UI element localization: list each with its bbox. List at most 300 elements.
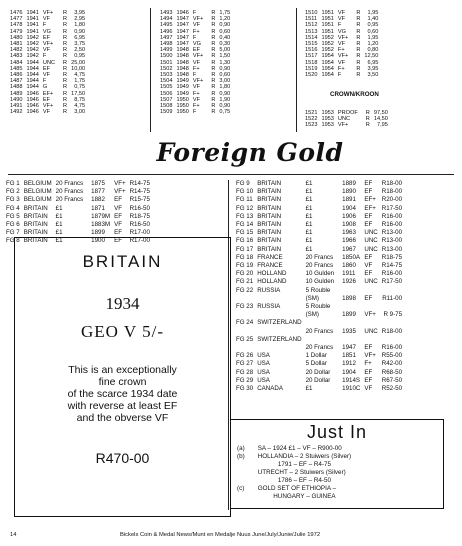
table-cell: BELGIUM (23, 180, 52, 187)
table-cell: FG 9 (236, 180, 250, 187)
table-cell: R52-50 (381, 385, 403, 393)
table-cell: R16-00 (381, 270, 403, 278)
table-cell: 1520 (305, 72, 318, 79)
table-cell: EF (364, 188, 373, 196)
table-cell: £1 (305, 188, 313, 196)
table-cell: EF (42, 34, 51, 41)
table-cell (236, 344, 257, 352)
table-cell: R42-00 (381, 360, 403, 368)
table-cell: 1871 (91, 204, 105, 212)
table-cell: FG 21 (236, 278, 254, 286)
table-cell (382, 287, 406, 295)
table-cell: EF (114, 212, 122, 220)
ad-description-line: of the scarce 1934 date (67, 388, 178, 400)
table-row (6, 196, 154, 204)
table-cell: 1947 (176, 34, 189, 41)
ad-coin: GEO V 5/- (81, 322, 164, 341)
table-cell: 1942 (26, 47, 39, 54)
table-row (236, 295, 406, 303)
table-cell: 1489 (10, 90, 23, 97)
table-cell: FG 23 (236, 303, 254, 311)
table-cell: 20 Francs (305, 344, 334, 352)
table-cell: 1948 (176, 65, 189, 72)
table-row (236, 319, 406, 327)
table-cell: USA (257, 360, 270, 368)
table-cell: R (211, 96, 216, 103)
table-cell: R (356, 16, 361, 23)
table-cell: R18-00 (381, 327, 403, 335)
table-cell: VF (337, 41, 346, 48)
table-row (10, 109, 89, 115)
table-cell: 1512 (305, 22, 318, 29)
table-cell: 1515 (305, 41, 318, 48)
table-cell: 2,50 (74, 47, 86, 54)
table-cell: 1954 (321, 65, 334, 72)
table-cell: VF (42, 109, 51, 116)
table-cell: £1 (305, 229, 313, 237)
table-cell: 1495 (160, 22, 173, 29)
table-cell: £1 (305, 385, 313, 393)
table-cell: 1478 (10, 22, 23, 29)
table-cell (342, 319, 364, 327)
table-cell: F+ (192, 103, 200, 110)
table-cell: CANADA (257, 385, 283, 393)
table-cell: 1904 (342, 368, 356, 376)
list-item (237, 485, 354, 501)
table-cell: 1954 (321, 53, 334, 60)
table-cell: EF (364, 212, 373, 220)
table-cell: R 9-75 (383, 311, 403, 319)
table-cell: 0,75 (74, 84, 86, 91)
ad-price: R470-00 (95, 450, 150, 466)
table-cell: F (192, 34, 197, 41)
table-cell: 1904 (342, 204, 356, 212)
table-cell: 4,75 (74, 103, 86, 110)
table-cell: FG 2 (6, 188, 20, 196)
table-cell: BRITAIN (23, 204, 48, 212)
table-cell: 1899 (91, 229, 105, 237)
table-row (236, 270, 406, 278)
table-cell: BRITAIN (257, 180, 282, 187)
table-cell: F (337, 72, 342, 79)
table-cell: VF (42, 47, 51, 54)
table-cell: 1509 (160, 109, 173, 116)
table-cell: VF (192, 59, 201, 66)
table-cell: FG 4 (6, 204, 20, 212)
item-text (248, 445, 354, 453)
table-cell: 1951 (321, 10, 334, 16)
table-cell: 1947 (176, 41, 189, 48)
table-cell: 1889 (342, 180, 356, 187)
just-in-list (237, 445, 354, 501)
table-cell: 12,50 (364, 53, 379, 60)
table-cell: £1 (305, 237, 313, 245)
table-cell: R15-75 (129, 196, 150, 204)
table-row (236, 385, 406, 393)
table-cell: PROOF (337, 110, 358, 116)
table-cell: BRITAIN (257, 188, 282, 196)
table-cell (306, 319, 343, 327)
table-cell: 1949 (176, 84, 189, 91)
table-cell: FG 10 (236, 188, 254, 196)
table-cell: 1911 (342, 270, 356, 278)
table-cell: 1914S (342, 376, 361, 384)
table-cell: 1487 (10, 78, 23, 85)
table-cell: 1900 (91, 237, 105, 245)
table-cell: USA (257, 352, 270, 360)
table-cell: £1 (55, 237, 63, 245)
table-cell (236, 311, 257, 319)
table-cell: 1947 (176, 16, 189, 23)
table-row (236, 369, 406, 377)
table-row (6, 213, 154, 221)
table-cell: VF+ (192, 78, 204, 85)
table-cell: 1952 (321, 41, 334, 48)
table-cell: VG (337, 28, 346, 35)
table-cell: 5 Rouble (305, 286, 331, 294)
table-cell: R (63, 90, 68, 97)
table-cell: R (63, 96, 68, 103)
table-cell: FG 3 (6, 196, 20, 204)
table-cell: 1950 (176, 96, 189, 103)
table-cell: R17-00 (129, 237, 150, 245)
table-cell: R (211, 65, 216, 72)
table-cell: 1935 (342, 327, 356, 335)
table-cell: VF+ (114, 180, 126, 187)
item-label (237, 469, 248, 485)
page-title: Foreign Gold (156, 138, 344, 167)
table-cell: R (211, 47, 216, 54)
table-cell: FRANCE (257, 253, 283, 261)
table-cell: R18-00 (381, 188, 403, 196)
table-cell: R (63, 22, 68, 29)
table-cell: R14-75 (129, 188, 150, 196)
table-cell: 1942 (26, 41, 39, 48)
table-cell: VF+ (337, 53, 349, 60)
table-cell: EF (364, 344, 373, 352)
table-cell: 1499 (160, 47, 173, 54)
table-cell: 1944 (26, 59, 39, 66)
table-cell: 1951 (321, 16, 334, 23)
list-item (237, 469, 354, 485)
table-cell: 1503 (160, 72, 173, 79)
table-cell: 1947 (342, 344, 356, 352)
table-cell (236, 328, 257, 336)
table-cell: VF (337, 59, 346, 66)
table-cell: 1484 (10, 59, 23, 66)
table-cell: UNC (364, 278, 378, 286)
table-row (236, 336, 406, 344)
table-cell: 1,80 (219, 84, 231, 91)
table-cell: R14-75 (381, 262, 403, 270)
table-cell: 1,95 (367, 10, 379, 16)
table-cell: R67-50 (381, 376, 403, 384)
table-row (236, 213, 406, 221)
table-cell: 1523 (305, 122, 318, 129)
table-cell: F (42, 22, 47, 29)
item-line: SA – 1924 £1 – VF – R900-00 (257, 445, 342, 452)
table-row (6, 221, 154, 229)
table-cell: FG 8 (6, 237, 20, 245)
table-cell: EF (114, 229, 122, 237)
table-cell: BRITAIN (257, 237, 282, 245)
table-cell: 1,75 (219, 10, 231, 16)
table-cell: 97,50 (373, 110, 388, 116)
table-cell: 0,40 (219, 34, 231, 41)
list-item (237, 453, 354, 469)
crown-header: CROWN/KROON (330, 91, 379, 98)
table-cell: F+ (337, 47, 345, 54)
table-cell: EF (364, 253, 373, 261)
table-cell: 1949 (176, 78, 189, 85)
table-cell: 0,90 (219, 22, 231, 29)
table-cell: VF+ (42, 103, 54, 110)
table-cell: 1941 (26, 28, 39, 35)
table-cell: R (356, 72, 361, 79)
table-cell: 5 Dollar (305, 360, 327, 368)
table-cell: 1,95 (367, 34, 379, 41)
table-cell: 1,40 (367, 16, 379, 23)
table-row (236, 360, 406, 368)
table-cell: UNC (364, 327, 378, 335)
table-row (236, 180, 406, 188)
table-cell: R18-75 (129, 212, 150, 220)
table-cell (364, 336, 381, 344)
table-cell: 1500 (160, 53, 173, 60)
table-cell: 1875 (91, 180, 105, 187)
table-cell: EF (192, 47, 201, 54)
table-cell: FG 22 (236, 286, 254, 294)
table-cell: R16-00 (381, 212, 403, 220)
table-cell: R (365, 122, 370, 129)
table-cell: R (211, 16, 216, 23)
table-cell: 20 Dollar (305, 376, 331, 384)
table-cell: 1949 (176, 90, 189, 97)
table-cell: R (63, 59, 68, 66)
table-cell: 1850A (342, 253, 361, 261)
table-cell: 0,80 (367, 47, 379, 54)
item-line: UTRECHT – 2 Stuiwers (Silver) (257, 469, 346, 476)
table-cell: FG 30 (236, 385, 254, 393)
table-cell: 3,50 (367, 72, 379, 79)
table-cell: EF (364, 180, 373, 187)
table-cell: FG 6 (6, 221, 20, 229)
table-cell: FG 15 (236, 229, 254, 237)
table-row (236, 352, 406, 360)
table-cell: VF+ (337, 122, 349, 129)
just-in-box (230, 419, 444, 509)
table-cell: FG 13 (236, 212, 254, 220)
page-number: 14 (10, 532, 17, 538)
table-cell: FG 26 (236, 352, 254, 360)
table-cell (342, 336, 364, 344)
table-row (160, 91, 234, 97)
table-cell (257, 295, 305, 303)
table-cell: 20 Francs (55, 180, 84, 187)
table-cell: 20 Francs (305, 262, 334, 270)
table-cell: 1493 (160, 10, 173, 16)
table-cell: BRITAIN (257, 229, 282, 237)
table-cell: F (192, 10, 197, 16)
table-cell: 1477 (10, 16, 23, 23)
table-cell: £1 (305, 196, 313, 204)
table-cell: 1479 (10, 28, 23, 35)
table-row (236, 205, 406, 213)
table-cell: 1,90 (219, 96, 231, 103)
table-cell: 1481 (10, 41, 23, 48)
table-cell: BELGIUM (23, 196, 52, 204)
table-cell: 3,95 (367, 65, 379, 72)
table-row (6, 188, 154, 196)
table-cell: 20 Francs (55, 188, 84, 196)
table-cell: 1906 (342, 212, 356, 220)
table-cell: 1476 (10, 10, 23, 16)
table-cell: EF+ (364, 204, 376, 212)
table-cell: 1944 (26, 78, 39, 85)
table-cell: 1510 (305, 10, 318, 16)
table-cell: R16-00 (381, 344, 403, 352)
table-row (6, 180, 154, 188)
table-cell: £1 (305, 221, 313, 229)
foreign-gold-list-left (6, 180, 154, 246)
table-row (160, 109, 234, 115)
table-cell: VF (114, 204, 122, 212)
table-cell: 1879M (91, 212, 111, 220)
table-cell: 0,90 (74, 28, 86, 35)
item-line: HUNGARY – GUINEA (273, 493, 336, 500)
table-cell: 0,90 (219, 103, 231, 110)
table-cell: 1926 (342, 278, 356, 286)
table-cell: R (211, 103, 216, 110)
table-cell (364, 319, 381, 327)
table-cell: 17,50 (71, 90, 86, 97)
table-cell: 1910C (342, 385, 361, 393)
table-cell (257, 328, 305, 336)
table-row (305, 53, 382, 59)
table-cell: £1 (305, 180, 313, 187)
table-cell: EF (114, 237, 122, 245)
table-cell: BRITAIN (23, 237, 48, 245)
price-table-col1 (10, 10, 89, 115)
table-row (160, 60, 234, 66)
footer-text: Bickels Coin & Medal News/Munt en Medalje Nuus June/July/Junie/Julie 1972 (120, 532, 321, 538)
britain-crown-ad (14, 237, 231, 517)
table-cell: 0,90 (219, 90, 231, 97)
table-cell: 6,95 (74, 34, 86, 41)
price-table-col3 (305, 10, 382, 78)
table-cell: 1953 (321, 122, 334, 129)
table-cell: 1 Dollar (305, 352, 327, 360)
ad-country: BRITAIN (82, 252, 163, 271)
table-cell: 1952 (321, 47, 334, 54)
table-cell: F (42, 53, 47, 60)
table-cell: 1908 (342, 221, 356, 229)
table-cell (257, 311, 305, 319)
table-row (6, 205, 154, 213)
item-label: (a) (237, 445, 245, 452)
table-cell: 1519 (305, 65, 318, 72)
table-cell: 1,30 (219, 59, 231, 66)
table-row (305, 72, 382, 78)
table-cell: R (356, 53, 361, 60)
table-cell: EF (114, 196, 122, 204)
table-cell: HOLLAND (257, 278, 287, 286)
table-cell: 1494 (160, 16, 173, 23)
table-cell: 1947 (176, 28, 189, 35)
table-row (10, 29, 89, 35)
table-cell: VF+ (364, 352, 376, 360)
table-cell: 1942 (26, 53, 39, 60)
table-cell: R (356, 65, 361, 72)
table-cell: F+ (364, 360, 372, 368)
table-cell (257, 344, 305, 352)
table-cell: R (63, 78, 68, 85)
column-divider (150, 8, 151, 132)
table-cell: F+ (192, 90, 200, 97)
table-cell: 1513 (305, 28, 318, 35)
table-cell: 8,75 (74, 96, 86, 103)
table-cell: 1950 (176, 109, 189, 116)
table-cell: F (337, 22, 342, 29)
item-text (248, 469, 354, 485)
table-cell: FG 17 (236, 245, 254, 253)
table-cell: 1951 (321, 28, 334, 35)
table-cell: 20 Dollar (305, 368, 331, 376)
table-cell: R (211, 78, 216, 85)
table-cell: R (356, 47, 361, 54)
table-row (160, 22, 234, 28)
table-cell: 10 Gulden (305, 278, 335, 286)
foreign-gold-list-right (236, 180, 406, 393)
table-cell: 1521 (305, 110, 318, 116)
table-cell: 1511 (305, 16, 318, 23)
table-cell (382, 319, 406, 327)
table-cell: SWITZERLAND (257, 335, 302, 343)
table-cell: 1944 (26, 84, 39, 91)
table-cell: F+ (192, 65, 200, 72)
table-cell: 1,50 (219, 53, 231, 60)
table-cell: (SM) (305, 311, 319, 319)
table-cell: 1952 (321, 34, 334, 41)
crown-table (305, 110, 392, 129)
table-cell: FG 20 (236, 270, 254, 278)
table-cell: VF+ (192, 53, 204, 60)
table-cell: R20-00 (381, 196, 403, 204)
table-row (236, 188, 406, 196)
table-cell: R13-00 (381, 237, 403, 245)
table-cell: 20 Francs (305, 253, 334, 261)
table-cell: VF (42, 72, 51, 79)
table-cell: 1,20 (219, 16, 231, 23)
table-cell: FG 19 (236, 262, 254, 270)
table-cell: 0,90 (219, 65, 231, 72)
table-cell: VF (192, 22, 201, 29)
table-cell: R (356, 41, 361, 48)
table-row (236, 246, 406, 254)
table-cell: 7,95 (376, 122, 388, 129)
table-row (236, 287, 406, 295)
table-cell: 1947 (176, 22, 189, 29)
table-cell: 1944 (26, 65, 39, 72)
table-cell: F+ (192, 28, 200, 35)
table-cell: 1485 (10, 65, 23, 72)
table-cell: VF (42, 16, 51, 23)
table-row (236, 262, 406, 270)
table-row (305, 122, 392, 128)
table-row (160, 29, 234, 35)
table-cell: R16-50 (129, 221, 150, 229)
table-cell: 1,80 (74, 22, 86, 29)
